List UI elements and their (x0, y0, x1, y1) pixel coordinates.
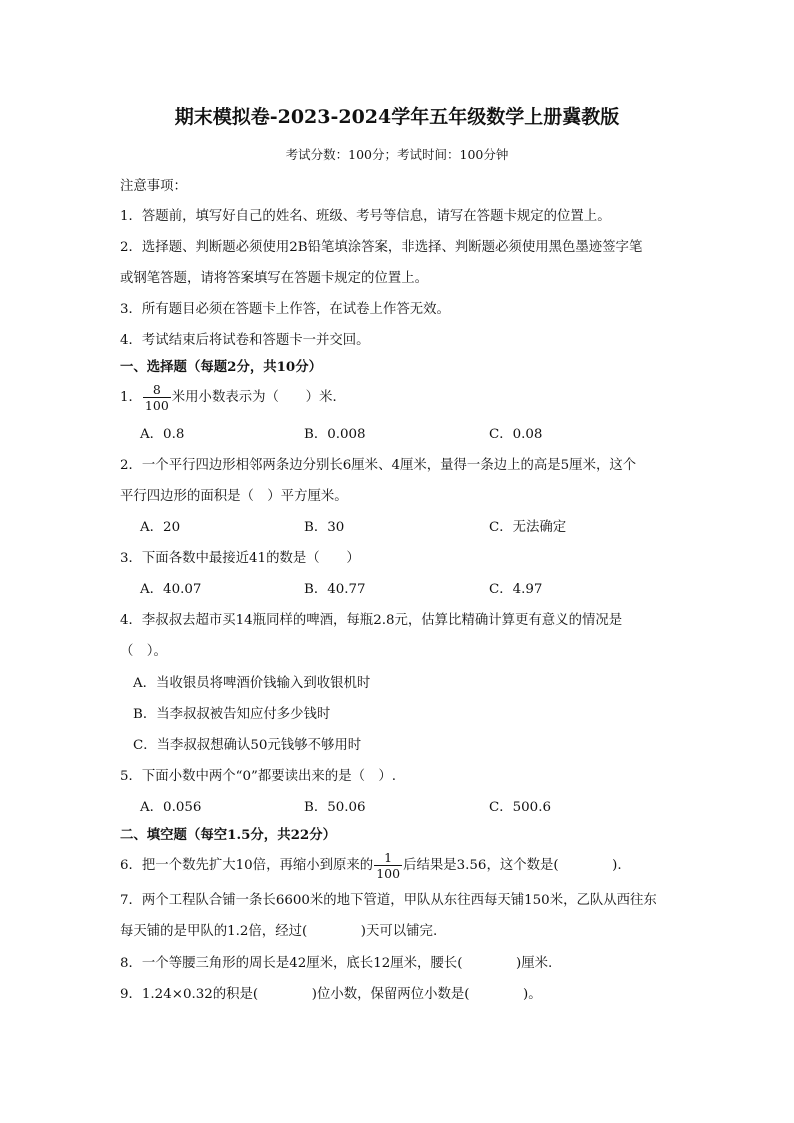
question-9: 9．1.24×0.32的积是( )位小数，保留两位小数是( )。 (120, 987, 542, 1002)
q3-option-b: B．40.77 (304, 582, 366, 597)
question-6 (120, 850, 622, 882)
question-7-line1: 7．两个工程队合铺一条长6600米的地下管道，甲队从东往西每天铺150米，乙队从西往东 (120, 893, 657, 908)
fraction-numerator: 8 (143, 382, 171, 398)
question-1 (120, 382, 346, 414)
question-8: 8．一个等腰三角形的周长是42厘米，底长12厘米，腰长( )厘米. (120, 956, 553, 971)
q1-option-b: B．0.008 (304, 427, 366, 442)
question-1-prefix: 1． (120, 390, 142, 405)
fraction-1-100 (374, 850, 402, 881)
fraction-8-100 (143, 382, 171, 413)
exam-info: 考试分数：100分；考试时间：100分钟 (285, 147, 509, 162)
q4-option-c: C．当李叔叔想确认50元钱够不够用时 (133, 738, 362, 753)
q5-option-c: C．500.6 (489, 800, 551, 815)
question-1-suffix: 米用小数表示为（ ）米． (171, 390, 346, 405)
q3-option-a: A．40.07 (140, 582, 202, 597)
note-2-line1: 2．选择题、判断题必须使用2B铅笔填涂答案，非选择、判断题必须使用黑色墨迹签字笔 (120, 240, 643, 255)
question-5: 5．下面小数中两个“0”都要读出来的是（ ）. (120, 769, 397, 784)
question-4-line1: 4．李叔叔去超市买14瓶同样的啤酒，每瓶2.8元，估算比精确计算更有意义的情况是 (120, 613, 623, 628)
question-6-suffix: 后结果是3.56，这个数是( ). (403, 858, 622, 873)
q1-option-c: C．0.08 (489, 427, 543, 442)
question-7-line2: 每天铺的是甲队的1.2倍，经过( )天可以铺完. (120, 924, 438, 939)
question-4-line2: （ ）。 (120, 644, 167, 659)
section1-heading: 一、选择题（每题2分，共10分） (120, 359, 323, 375)
q4-option-a: A．当收银员将啤酒价钱输入到收银机时 (133, 676, 371, 691)
q2-option-a: A．20 (140, 520, 181, 535)
note-4: 4．考试结束后将试卷和答题卡一并交回。 (120, 333, 370, 348)
fraction-denominator: 100 (144, 398, 169, 413)
note-2-line2: 或钢笔答题，请将答案填写在答题卡规定的位置上。 (120, 271, 428, 286)
page-title: 期末模拟卷-2023-2024学年五年级数学上册冀教版 (174, 106, 620, 128)
q5-option-a: A．0.056 (140, 800, 202, 815)
q4-option-b: B．当李叔叔被告知应付多少钱时 (133, 707, 331, 722)
question-2-line2: 平行四边形的面积是（ ）平方厘米。 (120, 489, 348, 504)
question-2-line1: 2．一个平行四边形相邻两条边分别长6厘米、4厘米，量得一条边上的高是5厘米，这个 (120, 458, 637, 473)
note-3: 3．所有题目必须在答题卡上作答，在试卷上作答无效。 (120, 302, 450, 317)
q2-option-c: C．无法确定 (489, 520, 567, 535)
fraction-numerator: 1 (374, 850, 402, 866)
note-1: 1．答题前，填写好自己的姓名、班级、考号等信息，请写在答题卡规定的位置上。 (120, 209, 611, 224)
q1-option-a: A．0.8 (140, 427, 185, 442)
question-3: 3．下面各数中最接近41的数是（ ） (120, 551, 360, 566)
section2-heading: 二、填空题（每空1.5分，共22分） (120, 827, 337, 843)
q2-option-b: B．30 (304, 520, 345, 535)
question-6-prefix: 6．把一个数先扩大10倍，再缩小到原来的 (120, 858, 374, 873)
q5-option-b: B．50.06 (304, 800, 366, 815)
q3-option-c: C．4.97 (489, 582, 543, 597)
fraction-denominator: 100 (376, 866, 401, 881)
notes-heading: 注意事项： (120, 179, 187, 194)
